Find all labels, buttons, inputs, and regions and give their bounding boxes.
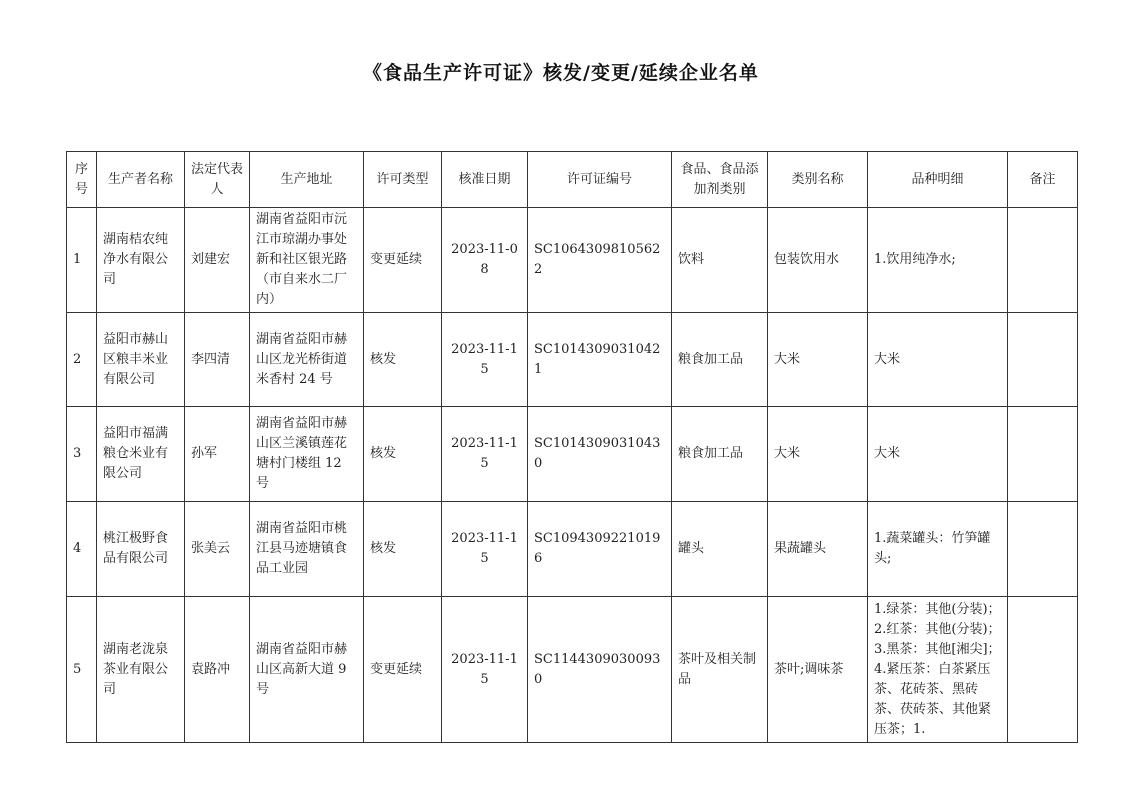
cell-remarks	[1008, 313, 1078, 407]
cell-legal-rep: 孙军	[185, 407, 250, 502]
table-row	[67, 313, 1078, 407]
header-legal-rep: 法定代表人	[185, 152, 250, 208]
cell-license-no: SC10643098105622	[528, 208, 672, 313]
cell-food-category: 粮食加工品	[672, 313, 768, 407]
cell-license-no: SC10143090310421	[528, 313, 672, 407]
license-table	[66, 151, 1078, 743]
header-category-name: 类别名称	[768, 152, 868, 208]
header-variety-detail: 品种明细	[868, 152, 1008, 208]
cell-license-no: SC11443090300930	[528, 597, 672, 743]
cell-variety-detail: 大米	[868, 407, 1008, 502]
cell-address: 湖南省益阳市赫山区高新大道 9 号	[250, 597, 364, 743]
cell-variety-detail: 1.饮用纯净水;	[868, 208, 1008, 313]
cell-no: 2	[67, 313, 97, 407]
cell-license-type: 核发	[364, 313, 442, 407]
cell-food-category: 饮料	[672, 208, 768, 313]
cell-license-type: 变更延续	[364, 597, 442, 743]
table-row	[67, 407, 1078, 502]
cell-category-name: 包装饮用水	[768, 208, 868, 313]
cell-producer: 益阳市福满粮仓米业有限公司	[97, 407, 185, 502]
page-title: 《食品生产许可证》核发/变更/延续企业名单	[363, 62, 759, 84]
cell-address: 湖南省益阳市赫山区兰溪镇莲花塘村门楼组 12 号	[250, 407, 364, 502]
cell-no: 1	[67, 208, 97, 313]
header-license-type: 许可类型	[364, 152, 442, 208]
cell-approval-date: 2023-11-15	[442, 407, 528, 502]
cell-no: 4	[67, 502, 97, 597]
cell-variety-detail: 大米	[868, 313, 1008, 407]
cell-legal-rep: 袁路冲	[185, 597, 250, 743]
cell-approval-date: 2023-11-15	[442, 313, 528, 407]
cell-license-no: SC10143090310430	[528, 407, 672, 502]
cell-category-name: 果蔬罐头	[768, 502, 868, 597]
cell-legal-rep: 刘建宏	[185, 208, 250, 313]
cell-license-type: 变更延续	[364, 208, 442, 313]
cell-food-category: 罐头	[672, 502, 768, 597]
header-food-category: 食品、食品添加剂类别	[672, 152, 768, 208]
cell-remarks	[1008, 502, 1078, 597]
cell-no: 3	[67, 407, 97, 502]
table-row	[67, 502, 1078, 597]
cell-legal-rep: 李四清	[185, 313, 250, 407]
cell-producer: 湖南老泷泉茶业有限公司	[97, 597, 185, 743]
cell-legal-rep: 张美云	[185, 502, 250, 597]
cell-license-type: 核发	[364, 407, 442, 502]
cell-category-name: 大米	[768, 313, 868, 407]
cell-variety-detail	[868, 597, 1008, 743]
header-license-no: 许可证编号	[528, 152, 672, 208]
cell-remarks	[1008, 208, 1078, 313]
cell-approval-date: 2023-11-15	[442, 502, 528, 597]
cell-address: 湖南省益阳市沅江市琼湖办事处新和社区银光路（市自来水二厂内）	[250, 208, 364, 313]
cell-address: 湖南省益阳市赫山区龙光桥街道米香村 24 号	[250, 313, 364, 407]
cell-category-name: 茶叶;调味茶	[768, 597, 868, 743]
header-remarks: 备注	[1008, 152, 1078, 208]
header-approval-date: 核准日期	[442, 152, 528, 208]
header-producer: 生产者名称	[97, 152, 185, 208]
table-header-row	[67, 152, 1078, 208]
cell-approval-date: 2023-11-15	[442, 597, 528, 743]
cell-producer: 湖南桔农纯净水有限公司	[97, 208, 185, 313]
cell-approval-date: 2023-11-08	[442, 208, 528, 313]
cell-no: 5	[67, 597, 97, 743]
header-address: 生产地址	[250, 152, 364, 208]
cell-address: 湖南省益阳市桃江县马迹塘镇食品工业园	[250, 502, 364, 597]
cell-variety-detail: 1.蔬菜罐头：竹笋罐头;	[868, 502, 1008, 597]
header-no: 序号	[67, 152, 97, 208]
cell-license-type: 核发	[364, 502, 442, 597]
cell-food-category: 茶叶及相关制品	[672, 597, 768, 743]
cell-food-category: 粮食加工品	[672, 407, 768, 502]
cell-producer: 益阳市赫山区粮丰米业有限公司	[97, 313, 185, 407]
cell-license-no: SC10943092210196	[528, 502, 672, 597]
cell-producer: 桃江极野食品有限公司	[97, 502, 185, 597]
cell-remarks	[1008, 597, 1078, 743]
table-row	[67, 208, 1078, 313]
cell-category-name: 大米	[768, 407, 868, 502]
cell-remarks	[1008, 407, 1078, 502]
table-row	[67, 597, 1078, 743]
variety-detail-text: 1.绿茶：其他(分装)；2.红茶：其他(分装)；3.黑茶：其他[湘尖]；4.紧压茶：白茶紧压茶、花砖茶、黑砖茶、茯砖茶、其他紧压茶；1.	[874, 601, 1001, 737]
